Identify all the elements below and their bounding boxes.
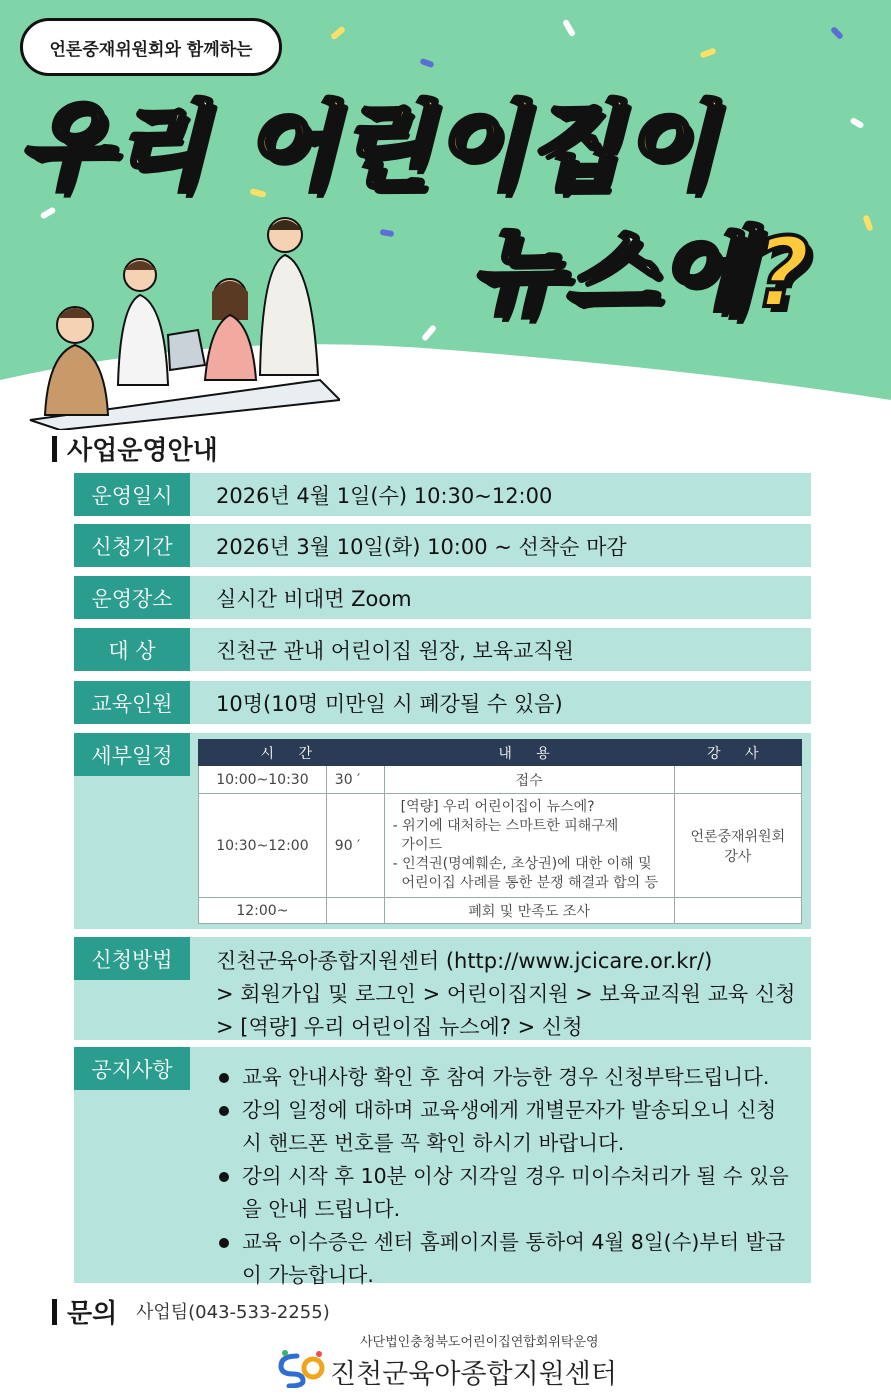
schedule-content [384, 794, 674, 898]
section-heading-info-text: 사업운영안내 [67, 436, 218, 466]
notice-item: 교육 이수증은 센터 홈페이지를 통하여 4월 8일(수)부터 발급이 가능합니다. [216, 1226, 798, 1292]
method-line: > 회원가입 및 로그인 > 어린이집지원 > 보육교직원 교육 신청 [216, 982, 796, 1006]
schedule-row [199, 898, 802, 924]
method-line: > [역량] 우리 어린이집 뉴스에? > 신청 [216, 1015, 583, 1039]
info-row-capacity [74, 681, 811, 724]
schedule-time: 12:00~ [199, 898, 327, 924]
hero-title-line2-text: 뉴스에 [470, 217, 755, 329]
info-value: 2026년 4월 1일(수) 10:30~12:00 [216, 483, 553, 508]
schedule-header-lecturer: 강 사 [674, 740, 801, 766]
info-row-place [74, 576, 811, 619]
schedule-table [198, 739, 802, 924]
method-label: 신청방법 [74, 937, 190, 980]
schedule-header-time: 시 간 [199, 740, 385, 766]
schedule-duration [326, 898, 384, 924]
schedule-content-line: [역량] 우리 어린이집이 뉴스에? [400, 799, 595, 815]
info-label: 대 상 [74, 628, 190, 671]
notice-block [74, 1047, 811, 1287]
notice-item: 교육 안내사항 확인 후 참여 가능한 경우 신청부탁드립니다. [216, 1061, 798, 1094]
schedule-lecturer-line: 언론중재위원회 [690, 828, 786, 845]
hero-banner [0, 0, 891, 440]
schedule-content: 폐회 및 만족도 조사 [384, 898, 674, 924]
schedule-block [74, 733, 811, 929]
schedule-duration: 30 ′ [326, 766, 384, 794]
info-label: 운영장소 [74, 576, 190, 619]
method-line-url[interactable]: 진천군육아종합지원센터 (http://www.jcicare.or.kr/) [216, 949, 713, 973]
footer-center-name: 진천군육아종합지원센터 [330, 1359, 617, 1390]
schedule-content-line: 어린이집 사례를 통한 분쟁 해결과 합의 등 [392, 875, 659, 891]
hero-title-line2 [470, 218, 812, 328]
heading-bar [52, 1299, 57, 1325]
people-illustration [20, 210, 340, 430]
notice-item: 강의 일정에 대하며 교육생에게 개별문자가 발송되오니 신청 시 핸드폰 번호를 꼭 확인 하시기 바랍니다. [216, 1094, 798, 1160]
info-label: 운영일시 [74, 473, 190, 516]
schedule-lecturer [674, 898, 801, 924]
hero-subtitle: 언론중재위원회와 함께하는 [20, 18, 282, 76]
schedule-label: 세부일정 [74, 733, 190, 776]
notice-item: 강의 시작 후 10분 이상 지각일 경우 미이수처리가 될 수 있음을 안내 드립니다. [216, 1160, 798, 1226]
schedule-header-content: 내 용 [384, 740, 674, 766]
method-text [216, 945, 795, 1044]
info-value: 2026년 3월 10일(화) 10:00 ~ 선착순 마감 [216, 534, 627, 559]
schedule-content: 접수 [384, 766, 674, 794]
schedule-duration: 90 ′ [326, 794, 384, 898]
schedule-time: 10:30~12:00 [199, 794, 327, 898]
hero-title-question: ? [754, 217, 812, 329]
schedule-content-line: 가이드 [392, 837, 443, 853]
info-value: 실시간 비대면 Zoom [216, 586, 412, 611]
section-heading-contact [52, 1293, 117, 1330]
contact-phone: 사업팀(043-533-2255) [136, 1302, 330, 1323]
info-label: 신청기간 [74, 524, 190, 567]
schedule-row [199, 766, 802, 794]
schedule-content-line: - 인격권(명예훼손, 초상권)에 대한 이해 및 [392, 856, 652, 872]
hero-title-part1: 우리 [18, 91, 243, 203]
info-value: 10명(10명 미만일 시 폐강될 수 있음) [216, 691, 563, 716]
schedule-lecturer [674, 794, 801, 898]
section-heading-info [52, 430, 218, 467]
center-logo-icon [275, 1348, 325, 1388]
schedule-content-line: - 위기에 대처하는 스마트한 피해구제 [392, 818, 619, 834]
info-value: 진천군 관내 어린이집 원장, 보육교직원 [216, 638, 574, 663]
notice-label: 공지사항 [74, 1047, 190, 1090]
info-row-target [74, 628, 811, 671]
schedule-time: 10:00~10:30 [199, 766, 327, 794]
method-block [74, 937, 811, 1040]
info-row-period [74, 524, 811, 567]
hero-title-line1 [18, 92, 717, 202]
footer-org: 사단법인충청북도어린이집연합회위탁운영 [360, 1335, 599, 1350]
schedule-lecturer-line: 강사 [724, 848, 752, 865]
hero-title-part2: 어린이집이 [242, 91, 717, 203]
schedule-header-row [199, 740, 802, 766]
section-heading-contact-text: 문의 [67, 1299, 118, 1329]
schedule-lecturer [674, 766, 801, 794]
info-row-datetime [74, 473, 811, 516]
schedule-row [199, 794, 802, 898]
info-label: 교육인원 [74, 681, 190, 724]
heading-bar [52, 436, 57, 462]
notice-list [216, 1061, 798, 1292]
